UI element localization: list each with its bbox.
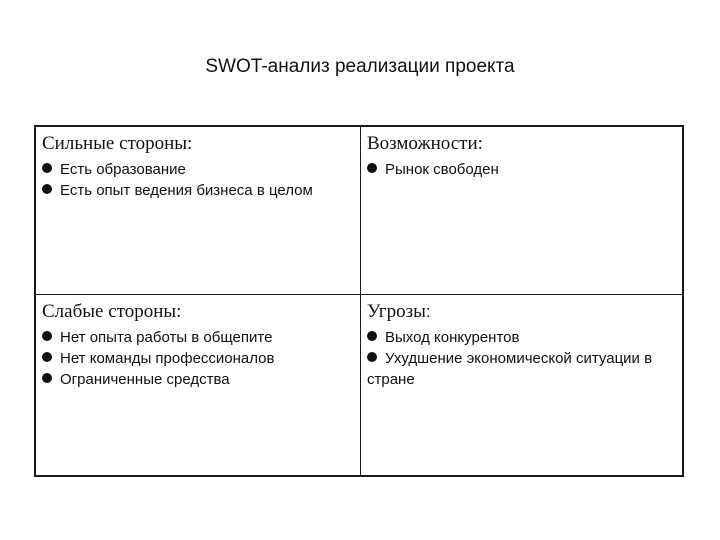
bullet-icon bbox=[42, 184, 52, 194]
threats-heading-colon: : bbox=[425, 302, 431, 321]
list-item bbox=[42, 348, 354, 369]
weaknesses-cell bbox=[36, 295, 361, 475]
list-item-text: Нет опыта работы в общепите bbox=[60, 329, 273, 346]
list-item-text: Ухудшение экономической ситуации в стране bbox=[367, 350, 653, 388]
strengths-cell bbox=[36, 127, 361, 295]
bullet-icon bbox=[367, 163, 377, 173]
list-item bbox=[367, 348, 676, 390]
bullet-icon bbox=[42, 163, 52, 173]
opportunities-heading: Возможности: bbox=[367, 133, 483, 154]
bullet-icon bbox=[367, 352, 377, 362]
opportunities-cell bbox=[361, 127, 682, 295]
list-item-text: Нет команды профессионалов bbox=[60, 350, 275, 367]
page-title: SWOT-анализ реализации проекта bbox=[205, 56, 515, 77]
list-item-text: Есть опыт ведения бизнеса в целом bbox=[60, 182, 313, 199]
weaknesses-heading: Слабые стороны: bbox=[42, 301, 182, 322]
threats-heading bbox=[367, 299, 676, 325]
swot-table bbox=[34, 125, 684, 477]
list-item bbox=[42, 159, 354, 180]
threats-heading-text: Угрозы bbox=[367, 301, 426, 322]
list-item-text: Выход конкурентов bbox=[385, 329, 520, 346]
list-item-text: Ограниченные средства bbox=[60, 371, 230, 388]
list-item bbox=[42, 327, 354, 348]
threats-cell bbox=[361, 295, 682, 475]
list-item bbox=[42, 369, 354, 390]
list-item-text: Есть образование bbox=[60, 161, 186, 178]
bullet-icon bbox=[367, 331, 377, 341]
bullet-icon bbox=[42, 331, 52, 341]
list-item bbox=[367, 327, 676, 348]
bullet-icon bbox=[42, 352, 52, 362]
list-item-text: Рынок свободен bbox=[385, 161, 499, 178]
bullet-icon bbox=[42, 373, 52, 383]
strengths-heading: Сильные стороны: bbox=[42, 133, 193, 154]
list-item bbox=[42, 180, 354, 201]
list-item bbox=[367, 159, 676, 180]
